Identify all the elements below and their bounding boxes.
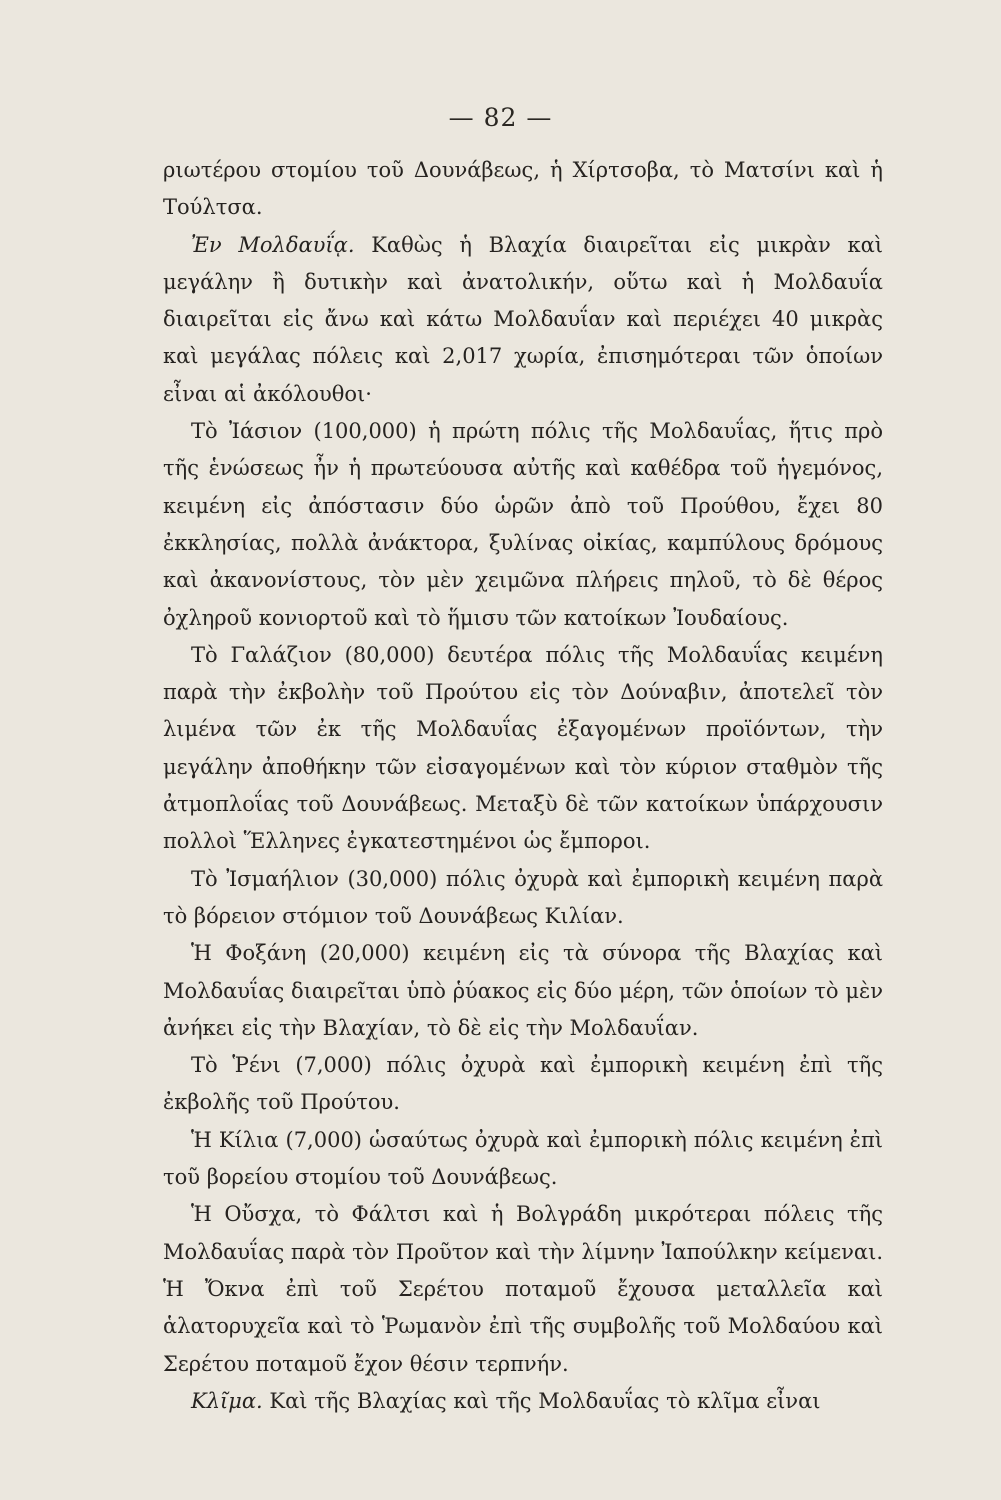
paragraph-10-text: Καὶ τῆς Βλαχίας καὶ τῆς Μολδαυΐας τὸ κλῖμα εἶναι	[262, 1388, 821, 1413]
paragraph-8: Ἡ Κίλια (7,000) ὡσαύτως ὀχυρὰ καὶ ἐμπορικὴ πόλις κειμένη ἐπὶ τοῦ βορείου στομίου τοῦ Δουνάβεως.	[163, 1127, 883, 1190]
body-text	[163, 152, 883, 1420]
paragraph-2-text: Καθὼς ἡ Βλαχία διαιρεῖται εἰς μικρὰν καὶ μεγάλην ἢ δυτικὴν καὶ ἀνατολικήν, οὕτω καὶ ἡ Μολδαυΐα διαιρεῖται εἰς ἄνω καὶ κάτω Μολδαυΐαν καὶ περιέχει 40 μικρὰς καὶ μεγάλας πόλεις καὶ 2,017 χωρία, ἐπισημότεραι τῶν ὁποίων εἶναι αἱ ἀκόλουθοι·	[163, 232, 883, 406]
section-heading-climate: Κλῖμα.	[191, 1388, 263, 1413]
paragraph-3: Τὸ Ἰάσιον (100,000) ἡ πρώτη πόλις τῆς Μολδαυΐας, ἥτις πρὸ τῆς ἑνώσεως ἦν ἡ πρωτεύουσα αὐτῆς καὶ καθέδρα τοῦ ἡγεμόνος, κειμένη εἰς ἀπόστασιν δύο ὡρῶν ἀπὸ τοῦ Προύθου, ἔχει 80 ἐκκλησίας, πολλὰ ἀνάκτορα, ξυλίνας οἰκίας, καμπύλους δρόμους καὶ ἀκανονίστους, τὸν μὲν χειμῶνα πλήρεις πηλοῦ, τὸ δὲ θέρος ὀχληροῦ κονιορτοῦ καὶ τὸ ἥμισυ τῶν κατοίκων Ἰουδαίους.	[163, 419, 883, 630]
page-number: — 82 —	[448, 103, 553, 132]
paragraph-7: Τὸ Ῥένι (7,000) πόλις ὀχυρὰ καὶ ἐμπορικὴ κειμένη ἐπὶ τῆς ἐκβολῆς τοῦ Προύτου.	[163, 1053, 883, 1115]
paragraph-9: Ἡ Οὔσχα, τὸ Φάλτσι καὶ ἡ Βολγράδη μικρότεραι πόλεις τῆς Μολδαυΐας παρὰ τὸν Προῦτον καὶ τὴν λίμνην Ἰαπούλκην κείμεναι. Ἡ Ὄκνα ἐπὶ τοῦ Σερέτου ποταμοῦ ἔχουσα μεταλλεῖα καὶ ἁλατορυχεῖα καὶ τὸ Ῥωμανὸν ἐπὶ τῆς συμβολῆς τοῦ Μολδαύου καὶ Σερέτου ποταμοῦ ἔχον θέσιν τερπνήν.	[163, 1202, 883, 1376]
paragraph-10	[163, 1383, 883, 1420]
paragraph-4: Τὸ Γαλάζιον (80,000) δευτέρα πόλις τῆς Μολδαυΐας κειμένη παρὰ τὴν ἐκβολὴν τοῦ Προύτου εἰς τὸν Δούναβιν, ἀποτελεῖ τὸν λιμένα τῶν ἐκ τῆς Μολδαυΐας ἐξαγομένων προϊόντων, τὴν μεγάλην ἀποθήκην τῶν εἰσαγομένων καὶ τὸν κύριον σταθμὸν τῆς ἀτμοπλοΐας τοῦ Δουνάβεως. Μεταξὺ δὲ τῶν κατοίκων ὑπάρχουσιν πολλοὶ Ἕλληνες ἐγκατεστημένοι ὡς ἔμποροι.	[163, 642, 883, 854]
paragraph-6: Ἡ Φοξάνη (20,000) κειμένη εἰς τὰ σύνορα τῆς Βλαχίας καὶ Μολδαυΐας διαιρεῖται ὑπὸ ῥύακος εἰς δύο μέρη, τῶν ὁποίων τὸ μὲν ἀνήκει εἰς τὴν Βλαχίαν, τὸ δὲ εἰς τὴν Μολδαυΐαν.	[163, 941, 883, 1040]
paragraph-1: ριωτέρου στομίου τοῦ Δουνάβεως, ἡ Χίρτσοβα, τὸ Ματσίνι καὶ ἡ Τούλτσα.	[163, 158, 883, 220]
paragraph-5: Τὸ Ἰσμαήλιον (30,000) πόλις ὀχυρὰ καὶ ἐμπορικὴ κειμένη παρὰ τὸ βόρειον στόμιον τοῦ Δουνάβεως Κιλίαν.	[163, 866, 883, 928]
section-heading-moldavia: Ἐν Μολδαυΐᾳ.	[191, 232, 355, 257]
paragraph-2	[163, 227, 883, 413]
